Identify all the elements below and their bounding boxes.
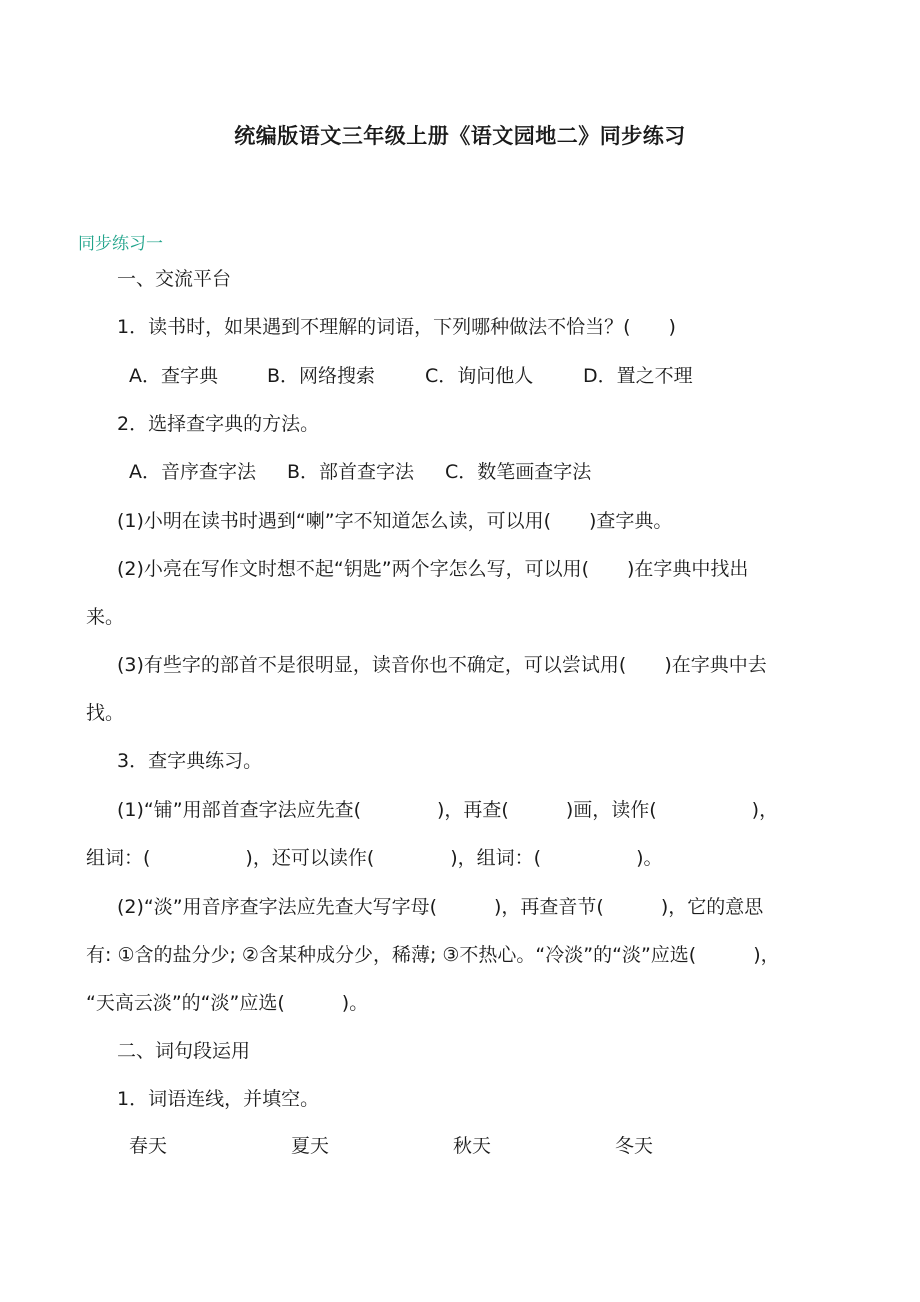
question-1-3: 3．查字典练习。 [117,750,263,772]
question-1-1-options [129,362,693,390]
question-1-2-sub1: (1)小明在读书时遇到“喇”字不知道怎么读，可以用( )查字典。 [117,510,673,532]
option-c: C．数笔画查字法 [445,461,592,483]
season-summer: 夏天 [291,1135,330,1157]
page-title: 统编版语文三年级上册《语文园地二》同步练习 [234,124,686,148]
option-b: B．部首查字法 [287,461,415,483]
question-1-2: 2．选择查字典的方法。 [117,413,320,435]
question-1-3-sub2-line1: (2)“淡”用音序查字法应先查大写字母( )，再查音节( )，它的意思 [117,896,764,918]
question-1-3-sub1-line1: (1)“铺”用部首查字法应先查( )，再查( )画，读作( )， [117,799,779,821]
question-1-2-sub3-line2: 找。 [86,702,125,724]
question-1-2-sub3-line1: (3)有些字的部首不是很明显，读音你也不确定，可以尝试用( )在字典中去 [117,654,767,676]
question-1-2-sub2-line1: (2)小亮在写作文时想不起“钥匙”两个字怎么写，可以用( )在字典中找出 [117,558,749,580]
question-1-2-options [129,458,591,486]
part1-heading: 一、交流平台 [117,268,232,290]
option-c: C．询问他人 [425,365,534,387]
part2-heading: 二、词句段运用 [117,1040,251,1062]
question-1-3-sub2-line2: 有: ①含的盐分少; ②含某种成分少，稀薄; ③不热心。“冷淡”的“淡”应选( )， [86,944,780,966]
question-2-1: 1．词语连线，并填空。 [117,1088,320,1110]
question-1-3-sub1-line2: 组词：( )，还可以读作( )，组词：( )。 [86,847,663,869]
option-b: B．网络搜索 [267,365,376,387]
question-1-1: 1．读书时，如果遇到不理解的词语，下列哪种做法不恰当？( ) [117,316,676,338]
section-label: 同步练习一 [78,234,163,254]
season-autumn: 秋天 [453,1135,492,1157]
option-a: A．查字典 [129,365,218,387]
question-1-2-sub2-line2: 来。 [86,606,125,628]
option-d: D．置之不理 [583,365,693,387]
option-a: A．音序查字法 [129,461,256,483]
season-spring: 春天 [129,1135,168,1157]
season-winter: 冬天 [615,1135,654,1157]
question-1-3-sub2-line3: “天高云淡”的“淡”应选( )。 [86,992,369,1014]
